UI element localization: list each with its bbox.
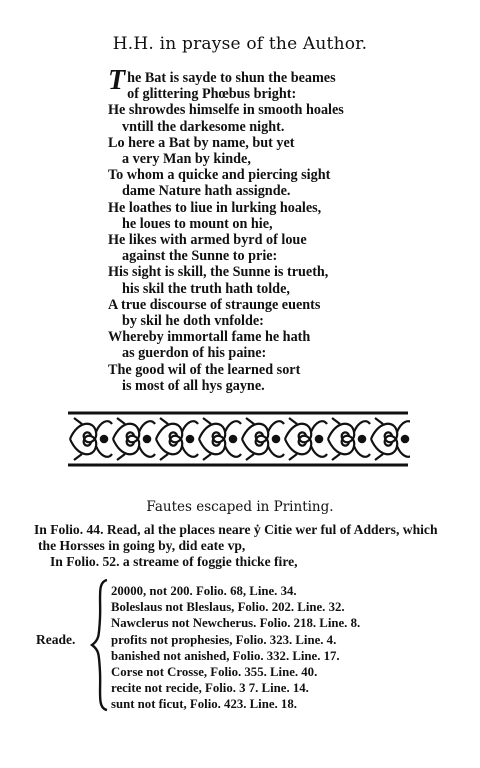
poem-line: He loathes to liue in lurking hoales, (108, 199, 322, 216)
correction-line: banished not anished, Folio. 332. Line. 17. (111, 648, 340, 663)
page-title: H.H. in prayse of the Author. (112, 34, 368, 54)
poem-line: His sight is skill, the Sunne is trueth, (108, 264, 329, 281)
correction-line: recite not recide, Folio. 3 7. Line. 14. (111, 681, 309, 696)
poem-line: of glittering Phœbus bright: (127, 86, 297, 103)
poem-line: dame Nature hath assignde. (122, 183, 291, 200)
reade-label: Reade. (36, 632, 76, 647)
poem-line: Whereby immortall fame he hath (108, 329, 311, 346)
poem-line: by skil he doth vnfolde: (122, 313, 264, 330)
poem (108, 65, 428, 394)
poem-line: He likes with armed byrd of loue (108, 232, 307, 249)
correction-line: profits not prophesies, Folio. 323. Line. 4. (111, 632, 337, 647)
poem-line: Lo here a Bat by name, but yet (108, 134, 295, 151)
correction-line: 20000, not 200. Folio. 68, Line. 34. (111, 584, 297, 598)
errata-line: the Horsses in going by, did eate vp, (38, 538, 246, 553)
poem-line: a very Man by kinde, (122, 151, 251, 168)
drop-cap: T (108, 65, 126, 96)
corrections-list (111, 583, 360, 713)
poem-line: The Bat is sayde to shun the beames (108, 65, 336, 96)
ornamental-border (66, 410, 410, 468)
poem-line: The good wil of the learned sort (108, 361, 301, 378)
curly-brace-icon (89, 578, 111, 712)
poem-line: he loues to mount on hie, (122, 215, 273, 232)
correction-line: Nawclerus not Newcherus. Folio. 218. Line. 8. (111, 616, 361, 631)
correction-line: Corse not Crosse, Folio. 355. Line. 40. (111, 665, 318, 680)
poem-line: his skil the truth hath tolde, (122, 280, 290, 297)
errata-line: In Folio. 52. a streame of foggie thicke fire, (50, 554, 298, 569)
poem-line: vntill the darkesome night. (122, 118, 285, 135)
errata-heading: Fautes escaped in Printing. (146, 499, 334, 515)
poem-line: as guerdon of his paine: (122, 345, 267, 362)
poem-line: A true discourse of straunge euents (108, 296, 321, 313)
poem-line: He shrowdes himselfe in smooth hoales (108, 102, 344, 119)
poem-line: To whom a quicke and piercing sight (108, 167, 331, 184)
correction-line: Boleslaus not Bleslaus, Folio. 202. Line. 32. (111, 600, 345, 615)
errata-line: In Folio. 44. Read, al the places neare ẏ Citie wer ful of Adders, which (34, 522, 438, 537)
poem-line: against the Sunne to prie: (122, 248, 278, 265)
poem-line: is most of all hys gayne. (122, 377, 265, 394)
correction-line: sunt not ficut, Folio. 423. Line. 18. (111, 697, 297, 712)
